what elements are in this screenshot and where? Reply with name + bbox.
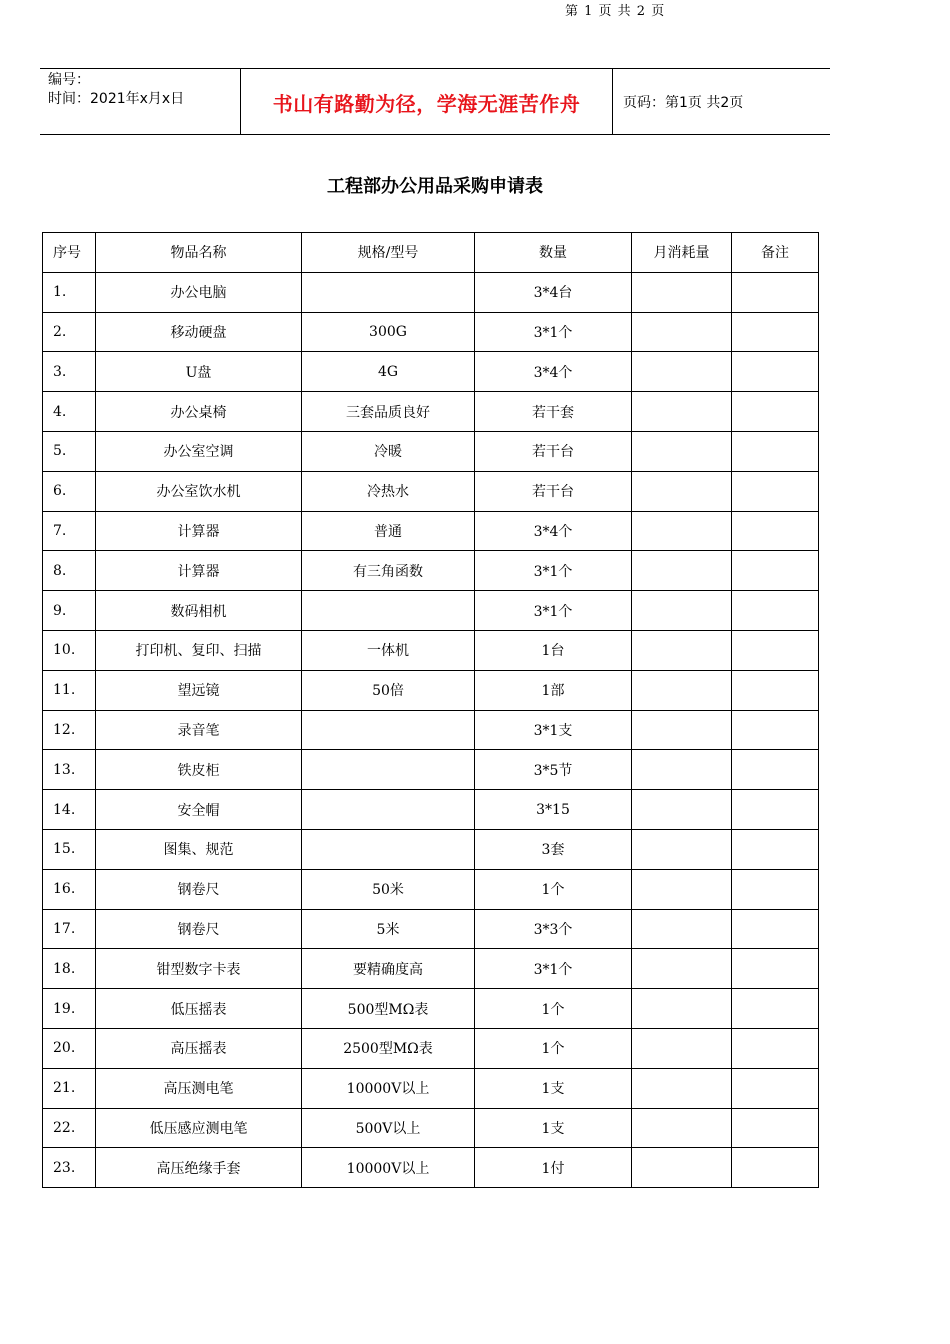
cell-remark [732, 1028, 819, 1068]
cell-no: 9. [43, 591, 96, 631]
serial-label: 编号： [48, 72, 90, 88]
cell-name: 移动硬盘 [96, 312, 302, 352]
cell-monthly [632, 551, 732, 591]
table-row [43, 630, 819, 670]
cell-no: 19. [43, 989, 96, 1029]
cell-qty: 3*4个 [475, 511, 632, 551]
cell-spec: 10000V以上 [302, 1068, 475, 1108]
cell-no: 21. [43, 1068, 96, 1108]
time-label: 时间：2021年x月x日 [48, 91, 185, 107]
cell-remark [732, 869, 819, 909]
table-row [43, 312, 819, 352]
cell-monthly [632, 949, 732, 989]
cell-monthly [632, 750, 732, 790]
cell-name: 计算器 [96, 551, 302, 591]
cell-monthly [632, 790, 732, 830]
cell-qty: 1支 [475, 1068, 632, 1108]
cell-no: 1. [43, 272, 96, 312]
table-row [43, 551, 819, 591]
cell-spec: 50倍 [302, 670, 475, 710]
cell-remark [732, 829, 819, 869]
cell-remark [732, 1148, 819, 1188]
cell-spec: 10000V以上 [302, 1148, 475, 1188]
cell-remark [732, 431, 819, 471]
header-motto: 书山有路勤为径，学海无涯苦作舟 [272, 91, 581, 116]
cell-spec: 冷热水 [302, 471, 475, 511]
cell-no: 2. [43, 312, 96, 352]
cell-qty: 1个 [475, 869, 632, 909]
cell-remark [732, 551, 819, 591]
cell-name: 钳型数字卡表 [96, 949, 302, 989]
cell-monthly [632, 670, 732, 710]
cell-name: 望远镜 [96, 670, 302, 710]
cell-qty: 3*1个 [475, 312, 632, 352]
cell-no: 20. [43, 1028, 96, 1068]
cell-name: 办公室饮水机 [96, 471, 302, 511]
cell-spec: 三套品质良好 [302, 392, 475, 432]
cell-spec [302, 710, 475, 750]
cell-name: 办公电脑 [96, 272, 302, 312]
cell-name: 低压摇表 [96, 989, 302, 1029]
cell-qty: 3*5节 [475, 750, 632, 790]
cell-qty: 3*4台 [475, 272, 632, 312]
cell-monthly [632, 431, 732, 471]
table-row [43, 869, 819, 909]
cell-spec [302, 790, 475, 830]
cell-monthly [632, 511, 732, 551]
cell-remark [732, 352, 819, 392]
cell-name: 办公桌椅 [96, 392, 302, 432]
col-header-no: 序号 [43, 233, 96, 273]
cell-spec: 5米 [302, 909, 475, 949]
cell-no: 6. [43, 471, 96, 511]
table-row [43, 710, 819, 750]
cell-name: 高压摇表 [96, 1028, 302, 1068]
cell-remark [732, 1108, 819, 1148]
header-meta [48, 71, 184, 109]
table-row [43, 511, 819, 551]
table-row [43, 272, 819, 312]
table-row [43, 471, 819, 511]
cell-qty: 1支 [475, 1108, 632, 1148]
cell-no: 16. [43, 869, 96, 909]
cell-qty: 3*15 [475, 790, 632, 830]
cell-name: 高压绝缘手套 [96, 1148, 302, 1188]
cell-qty: 若干套 [475, 392, 632, 432]
cell-name: 铁皮柜 [96, 750, 302, 790]
cell-no: 5. [43, 431, 96, 471]
page-header [40, 68, 830, 135]
cell-name: 录音笔 [96, 710, 302, 750]
col-header-spec: 规格/型号 [302, 233, 475, 273]
table-row [43, 1068, 819, 1108]
cell-name: 图集、规范 [96, 829, 302, 869]
cell-monthly [632, 392, 732, 432]
table-row [43, 1028, 819, 1068]
cell-monthly [632, 989, 732, 1029]
cell-spec [302, 829, 475, 869]
table-row [43, 909, 819, 949]
cell-monthly [632, 591, 732, 631]
cell-spec: 冷暖 [302, 431, 475, 471]
table-row [43, 1108, 819, 1148]
cell-qty: 1部 [475, 670, 632, 710]
cell-remark [732, 511, 819, 551]
cell-monthly [632, 471, 732, 511]
table-row [43, 790, 819, 830]
cell-name: 高压测电笔 [96, 1068, 302, 1108]
cell-monthly [632, 272, 732, 312]
cell-name: 钢卷尺 [96, 909, 302, 949]
cell-no: 12. [43, 710, 96, 750]
col-header-qty: 数量 [475, 233, 632, 273]
table-row [43, 750, 819, 790]
cell-no: 15. [43, 829, 96, 869]
cell-no: 22. [43, 1108, 96, 1148]
cell-spec: 4G [302, 352, 475, 392]
cell-qty: 3*1个 [475, 551, 632, 591]
cell-qty: 3*3个 [475, 909, 632, 949]
cell-no: 18. [43, 949, 96, 989]
cell-remark [732, 989, 819, 1029]
table-row [43, 431, 819, 471]
cell-name: 安全帽 [96, 790, 302, 830]
purchase-table [42, 232, 819, 1188]
table-row [43, 989, 819, 1029]
table-row [43, 670, 819, 710]
cell-remark [732, 471, 819, 511]
cell-qty: 若干台 [475, 431, 632, 471]
cell-monthly [632, 829, 732, 869]
cell-no: 7. [43, 511, 96, 551]
cell-no: 13. [43, 750, 96, 790]
cell-name: 计算器 [96, 511, 302, 551]
cell-spec: 普通 [302, 511, 475, 551]
cell-monthly [632, 909, 732, 949]
header-page-info: 页码：第1页 共2页 [623, 95, 744, 111]
cell-qty: 1台 [475, 630, 632, 670]
cell-qty: 3套 [475, 829, 632, 869]
cell-remark [732, 909, 819, 949]
cell-monthly [632, 1108, 732, 1148]
document-title: 工程部办公用品采购申请表 [327, 176, 543, 197]
table-row [43, 352, 819, 392]
cell-monthly [632, 1148, 732, 1188]
cell-spec: 50米 [302, 869, 475, 909]
cell-name: 低压感应测电笔 [96, 1108, 302, 1148]
cell-remark [732, 949, 819, 989]
cell-spec: 500型MΩ表 [302, 989, 475, 1029]
cell-remark [732, 630, 819, 670]
cell-qty: 3*1支 [475, 710, 632, 750]
cell-monthly [632, 1068, 732, 1108]
cell-name: 办公室空调 [96, 431, 302, 471]
cell-spec [302, 272, 475, 312]
cell-no: 11. [43, 670, 96, 710]
cell-name: U盘 [96, 352, 302, 392]
cell-qty: 1个 [475, 1028, 632, 1068]
table-row [43, 392, 819, 432]
cell-no: 8. [43, 551, 96, 591]
cell-remark [732, 591, 819, 631]
cell-no: 17. [43, 909, 96, 949]
cell-monthly [632, 352, 732, 392]
cell-qty: 3*1个 [475, 949, 632, 989]
table-row [43, 829, 819, 869]
table-row [43, 1148, 819, 1188]
cell-spec: 一体机 [302, 630, 475, 670]
col-header-name: 物品名称 [96, 233, 302, 273]
cell-remark [732, 1068, 819, 1108]
cell-no: 23. [43, 1148, 96, 1188]
cell-qty: 3*4个 [475, 352, 632, 392]
cell-name: 数码相机 [96, 591, 302, 631]
table-row [43, 591, 819, 631]
cell-remark [732, 710, 819, 750]
cell-no: 4. [43, 392, 96, 432]
col-header-monthly: 月消耗量 [632, 233, 732, 273]
cell-qty: 3*1个 [475, 591, 632, 631]
cell-spec: 要精确度高 [302, 949, 475, 989]
cell-spec: 300G [302, 312, 475, 352]
cell-name: 打印机、复印、扫描 [96, 630, 302, 670]
cell-qty: 1个 [475, 989, 632, 1029]
cell-spec [302, 591, 475, 631]
header-divider [612, 69, 613, 135]
table-header-row [43, 233, 819, 273]
cell-name: 钢卷尺 [96, 869, 302, 909]
cell-remark [732, 312, 819, 352]
cell-spec: 2500型MΩ表 [302, 1028, 475, 1068]
cell-qty: 若干台 [475, 471, 632, 511]
cell-spec: 500V以上 [302, 1108, 475, 1148]
cell-spec [302, 750, 475, 790]
table-body [43, 272, 819, 1187]
footer-page-number: 第 1 页 共 2 页 [565, 4, 665, 19]
cell-remark [732, 750, 819, 790]
cell-monthly [632, 630, 732, 670]
cell-qty: 1付 [475, 1148, 632, 1188]
cell-no: 10. [43, 630, 96, 670]
cell-remark [732, 272, 819, 312]
table-row [43, 949, 819, 989]
cell-monthly [632, 710, 732, 750]
cell-monthly [632, 869, 732, 909]
cell-remark [732, 392, 819, 432]
cell-spec: 有三角函数 [302, 551, 475, 591]
cell-remark [732, 670, 819, 710]
col-header-remark: 备注 [732, 233, 819, 273]
cell-no: 14. [43, 790, 96, 830]
cell-remark [732, 790, 819, 830]
cell-monthly [632, 312, 732, 352]
cell-no: 3. [43, 352, 96, 392]
cell-monthly [632, 1028, 732, 1068]
